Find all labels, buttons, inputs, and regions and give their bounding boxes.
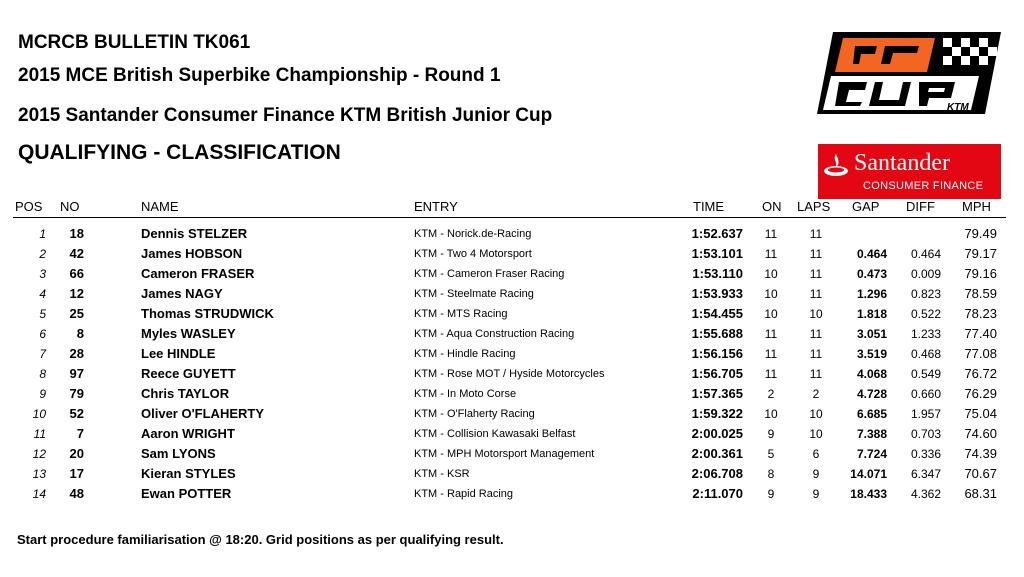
table-row xyxy=(0,386,1024,406)
session-title: QUALIFYING - CLASSIFICATION xyxy=(18,141,341,164)
cell-time: 2:00.025 xyxy=(691,426,743,441)
cell-entry: KTM - Hindle Racing xyxy=(414,348,516,360)
cell-diff: 0.468 xyxy=(910,347,941,361)
cell-entry: KTM - Norick.de-Racing xyxy=(414,228,532,240)
cell-no: 52 xyxy=(69,406,84,421)
cell-time: 1:53.933 xyxy=(691,286,743,301)
cell-name: Cameron FRASER xyxy=(141,266,255,281)
cell-pos: 12 xyxy=(32,447,46,461)
cell-no: 18 xyxy=(69,226,84,241)
cell-pos: 13 xyxy=(32,467,46,481)
cell-name: Kieran STYLES xyxy=(141,466,236,481)
cell-gap: 14.071 xyxy=(850,467,887,481)
cell-mph: 79.49 xyxy=(964,226,997,241)
cell-laps: 10 xyxy=(809,427,823,441)
cell-no: 12 xyxy=(69,286,84,301)
cell-no: 79 xyxy=(69,386,84,401)
table-row xyxy=(0,446,1024,466)
cell-on: 11 xyxy=(764,347,778,361)
cell-name: James NAGY xyxy=(141,286,223,301)
cell-laps: 11 xyxy=(809,247,823,261)
cell-entry: KTM - Cameron Fraser Racing xyxy=(414,268,565,280)
cell-time: 1:54.455 xyxy=(691,306,743,321)
cell-gap: 18.433 xyxy=(850,487,887,501)
cell-gap: 0.464 xyxy=(856,247,887,261)
cell-time: 2:06.708 xyxy=(691,466,743,481)
cell-on: 11 xyxy=(764,227,778,241)
bulletin-title: MCRCB BULLETIN TK061 xyxy=(18,32,251,53)
cell-on: 11 xyxy=(764,247,778,261)
cell-name: Myles WASLEY xyxy=(141,326,236,341)
cell-gap: 3.051 xyxy=(856,327,887,341)
cell-name: Lee HINDLE xyxy=(141,346,216,361)
cell-name: Chris TAYLOR xyxy=(141,386,230,401)
cell-laps: 11 xyxy=(809,327,823,341)
cell-mph: 76.29 xyxy=(964,386,997,401)
cell-mph: 78.59 xyxy=(964,286,997,301)
cell-entry: KTM - O'Flaherty Racing xyxy=(414,408,535,420)
cell-pos: 8 xyxy=(39,367,46,381)
cell-entry: KTM - In Moto Corse xyxy=(414,388,517,400)
cell-no: 66 xyxy=(69,266,84,281)
cell-laps: 11 xyxy=(809,287,823,301)
table-row xyxy=(0,466,1024,486)
header-name: NAME xyxy=(141,199,179,214)
cell-pos: 6 xyxy=(39,327,46,341)
table-row xyxy=(0,486,1024,506)
sponsor-name: Santander xyxy=(854,150,950,176)
cell-gap: 4.728 xyxy=(856,387,887,401)
rc-cup-logo xyxy=(815,28,1001,116)
cell-name: James HOBSON xyxy=(141,246,243,261)
cell-no: 48 xyxy=(69,486,84,501)
cell-pos: 1 xyxy=(39,227,46,241)
cell-laps: 10 xyxy=(809,307,823,321)
cell-time: 1:55.688 xyxy=(691,326,743,341)
cell-pos: 14 xyxy=(32,487,46,501)
cell-laps: 11 xyxy=(809,347,823,361)
cell-on: 9 xyxy=(767,487,775,501)
cell-diff: 0.660 xyxy=(910,387,941,401)
footer-note: Start procedure familiarisation @ 18:20. Grid positions as per qualifying result. xyxy=(17,532,504,547)
cell-no: 7 xyxy=(76,426,84,441)
cell-diff: 0.823 xyxy=(910,287,941,301)
cell-on: 11 xyxy=(764,367,778,381)
table-row xyxy=(0,246,1024,266)
cell-diff: 0.464 xyxy=(910,247,941,261)
cell-diff: 0.522 xyxy=(910,307,941,321)
cell-mph: 77.08 xyxy=(964,346,997,361)
table-row xyxy=(0,346,1024,366)
cell-mph: 68.31 xyxy=(964,486,997,501)
cell-gap: 3.519 xyxy=(856,347,887,361)
table-row xyxy=(0,306,1024,326)
cell-pos: 5 xyxy=(39,307,46,321)
cell-gap: 1.296 xyxy=(856,287,887,301)
cell-pos: 10 xyxy=(32,407,46,421)
cell-time: 1:53.110 xyxy=(692,266,743,281)
cell-gap: 6.685 xyxy=(856,407,887,421)
cell-on: 11 xyxy=(764,327,778,341)
cell-name: Sam LYONS xyxy=(141,446,216,461)
cell-gap: 4.068 xyxy=(856,367,887,381)
cell-mph: 75.04 xyxy=(964,406,997,421)
header-no: NO xyxy=(60,199,80,214)
cell-time: 2:11.070 xyxy=(692,486,743,501)
cell-mph: 78.23 xyxy=(964,306,997,321)
cell-on: 8 xyxy=(767,467,775,481)
santander-logo xyxy=(818,144,1001,199)
cell-time: 1:53.101 xyxy=(691,246,743,261)
cell-no: 17 xyxy=(69,466,84,481)
santander-flame-icon xyxy=(823,152,849,178)
cell-name: Ewan POTTER xyxy=(141,486,232,501)
table-row xyxy=(0,406,1024,426)
cell-diff: 1.957 xyxy=(910,407,941,421)
cell-mph: 79.17 xyxy=(964,246,997,261)
header-mph: MPH xyxy=(962,199,991,214)
cell-time: 1:56.156 xyxy=(691,346,743,361)
cell-mph: 74.60 xyxy=(964,426,997,441)
table-row xyxy=(0,426,1024,446)
cell-diff: 4.362 xyxy=(910,487,941,501)
cell-entry: KTM - Collision Kawasaki Belfast xyxy=(414,428,576,440)
cell-time: 1:59.322 xyxy=(691,406,743,421)
cell-on: 10 xyxy=(764,307,778,321)
cell-on: 2 xyxy=(767,387,775,401)
cell-time: 1:57.365 xyxy=(691,386,743,401)
cell-laps: 9 xyxy=(812,467,820,481)
cell-entry: KTM - Aqua Construction Racing xyxy=(414,328,575,340)
header-pos: POS xyxy=(15,199,43,214)
cell-on: 5 xyxy=(767,447,775,461)
cell-entry: KTM - MPH Motorsport Management xyxy=(414,448,595,460)
cell-entry: KTM - Rose MOT / Hyside Motorcycles xyxy=(414,368,605,380)
table-row xyxy=(0,266,1024,286)
cell-diff: 0.009 xyxy=(910,267,941,281)
cell-name: Reece GUYETT xyxy=(141,366,236,381)
header-on: ON xyxy=(762,199,782,214)
cell-entry: KTM - Rapid Racing xyxy=(414,488,514,500)
cup-title: 2015 Santander Consumer Finance KTM British Junior Cup xyxy=(18,105,553,126)
table-row xyxy=(0,326,1024,346)
svg-text:KTM: KTM xyxy=(947,102,969,113)
cell-name: Oliver O'FLAHERTY xyxy=(141,406,264,421)
cell-laps: 10 xyxy=(809,407,823,421)
cell-gap: 1.818 xyxy=(856,307,887,321)
cell-no: 42 xyxy=(69,246,84,261)
header-divider xyxy=(13,217,1006,218)
cell-no: 97 xyxy=(69,366,84,381)
cell-entry: KTM - MTS Racing xyxy=(414,308,508,320)
cell-mph: 79.16 xyxy=(964,266,997,281)
cell-no: 28 xyxy=(69,346,84,361)
cell-time: 1:52.637 xyxy=(691,226,743,241)
cell-no: 20 xyxy=(69,446,84,461)
cell-laps: 11 xyxy=(809,367,823,381)
cell-name: Dennis STELZER xyxy=(141,226,248,241)
cell-mph: 77.40 xyxy=(964,326,997,341)
cell-name: Thomas STRUDWICK xyxy=(141,306,274,321)
cell-laps: 2 xyxy=(812,387,820,401)
championship-title: 2015 MCE British Superbike Championship - Round 1 xyxy=(18,65,501,86)
cell-time: 1:56.705 xyxy=(691,366,743,381)
cell-laps: 9 xyxy=(812,487,820,501)
cell-mph: 74.39 xyxy=(964,446,997,461)
table-row xyxy=(0,286,1024,306)
cell-no: 25 xyxy=(69,306,84,321)
cell-mph: 76.72 xyxy=(964,366,997,381)
header-time: TIME xyxy=(693,199,725,214)
cell-gap: 7.724 xyxy=(856,447,887,461)
cell-pos: 3 xyxy=(39,267,46,281)
cell-pos: 7 xyxy=(39,347,46,361)
cell-gap: 7.388 xyxy=(856,427,887,441)
cell-pos: 4 xyxy=(39,287,46,301)
cell-mph: 70.67 xyxy=(964,466,997,481)
cell-pos: 11 xyxy=(33,427,46,441)
cell-diff: 6.347 xyxy=(910,467,941,481)
cell-name: Aaron WRIGHT xyxy=(141,426,235,441)
header-diff: DIFF xyxy=(906,199,935,214)
rc-cup-santander-logo xyxy=(815,28,1001,192)
sponsor-subtitle: CONSUMER FINANCE xyxy=(863,180,984,192)
cell-diff: 0.549 xyxy=(910,367,941,381)
cell-entry: KTM - KSR xyxy=(414,468,470,480)
header-gap: GAP xyxy=(852,199,880,214)
table-row xyxy=(0,226,1024,246)
cell-gap: 0.473 xyxy=(856,267,887,281)
table-row xyxy=(0,366,1024,386)
cell-on: 10 xyxy=(764,287,778,301)
cell-entry: KTM - Two 4 Motorsport xyxy=(414,248,532,260)
cell-on: 10 xyxy=(764,407,778,421)
cell-entry: KTM - Steelmate Racing xyxy=(414,288,534,300)
cell-time: 2:00.361 xyxy=(691,446,743,461)
header-entry: ENTRY xyxy=(414,199,458,214)
cell-laps: 11 xyxy=(809,227,823,241)
cell-diff: 0.336 xyxy=(910,447,941,461)
cell-on: 10 xyxy=(764,267,778,281)
cell-diff: 0.703 xyxy=(910,427,941,441)
cell-diff: 1.233 xyxy=(910,327,941,341)
cell-pos: 9 xyxy=(39,387,46,401)
header-laps: LAPS xyxy=(797,199,831,214)
cell-laps: 11 xyxy=(809,267,823,281)
cell-pos: 2 xyxy=(39,247,46,261)
cell-no: 8 xyxy=(76,326,84,341)
cell-laps: 6 xyxy=(812,447,820,461)
cell-on: 9 xyxy=(767,427,775,441)
